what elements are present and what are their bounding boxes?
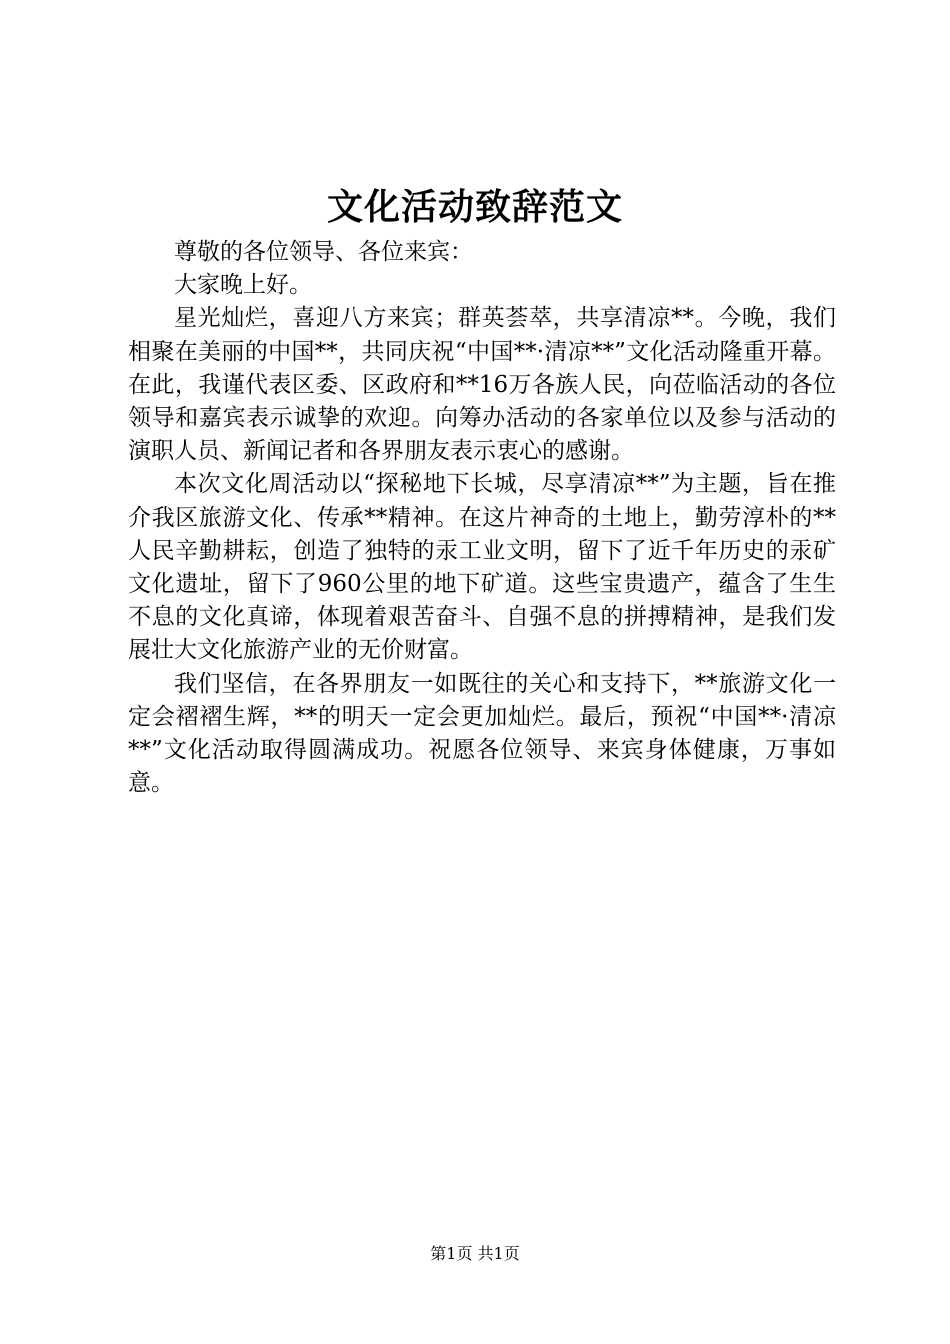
document-body (128, 236, 836, 800)
page-footer: 第1页 共1页 (430, 1244, 520, 1263)
paragraph-welcome: 星光灿烂，喜迎八方来宾；群英荟萃，共享清凉**。今晚，我们相聚在美丽的中国**，共同庆祝“中国**·清凉**”文化活动隆重开幕。在此，我谨代表区委、区政府和**16万各族人民，向莅临活动的各位领导和嘉宾表示诚挚的欢迎。向筹办活动的各家单位以及参与活动的演职人员、新闻记者和各界朋友表示衷心的感谢。 (128, 305, 836, 465)
paragraph-closing: 我们坚信，在各界朋友一如既往的关心和支持下，**旅游文化一定会褶褶生辉，**的明天一定会更加灿烂。最后，预祝“中国**·清凉**”文化活动取得圆满成功。祝愿各位领导、来宾身体健康，万事如意。 (128, 670, 836, 797)
greeting: 大家晚上好。 (174, 272, 312, 299)
salutation: 尊敬的各位领导、各位来宾： (174, 239, 473, 265)
paragraph-theme: 本次文化周活动以“探秘地下长城，尽享清凉**”为主题，旨在推介我区旅游文化、传承**精神。在这片神奇的土地上，勤劳淳朴的**人民辛勤耕耘，创造了独特的汞工业文明，留下了近千年历史的汞矿文化遗址，留下了960公里的地下矿道。这些宝贵遗产，蕴含了生生不息的文化真谛，体现着艰苦奋斗、自强不息的拼搏精神，是我们发展壮大文化旅游产业的无价财富。 (128, 471, 836, 664)
document-title: 文化活动致辞范文 (326, 186, 623, 228)
